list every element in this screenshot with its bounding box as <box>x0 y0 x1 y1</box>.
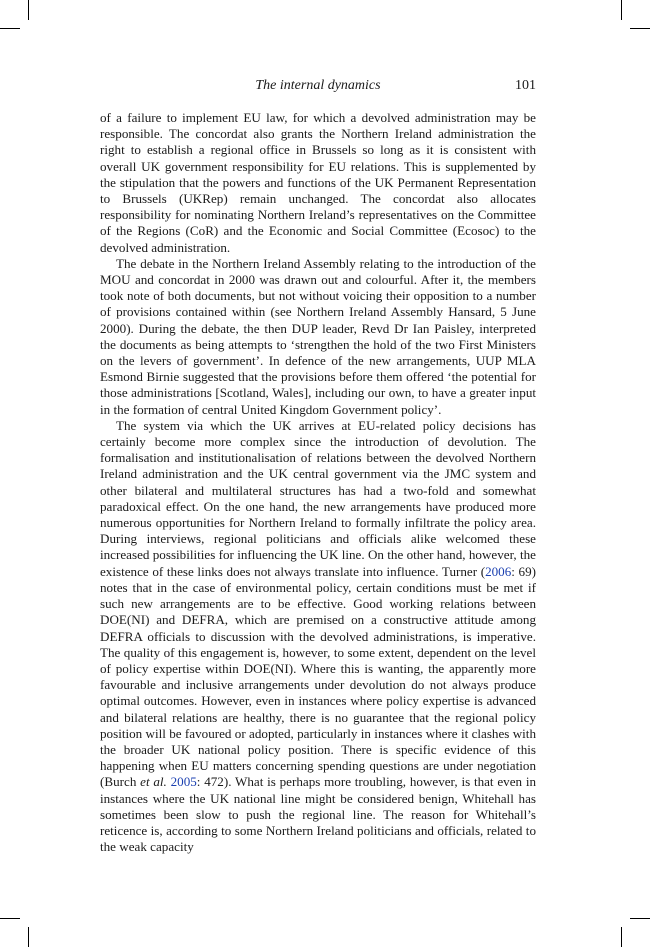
crop-mark-top-right <box>621 0 622 20</box>
paragraph-text: of a failure to implement EU law, for which a devolved administration may be responsible. The concordat also grants the Northern Ireland administration the right to establish a regional office in Brussels so long as it is consistent with overall UK government responsibility for EU relations. This is supplemented by the stipulation that the powers and functions of the UK Permanent Representation to Brussels (UKRep) remain unchanged. The concordat also allocates responsibility for nominating Northern Ireland’s representatives on the Committee of the Regions (CoR) and the Economic and Social Committee (Ecosoc) to the devolved administration. <box>100 110 536 255</box>
crop-mark-top-left-h <box>0 28 20 29</box>
paragraph-text: : 472). What is perhaps more troubling, however, is that even in instances where the UK national line might be considered benign, Whitehall has sometimes been slow to push the regional line. The reason for Whitehall’s reticence is, according to some Northern Ireland politicians and officials, related to the weak capacity <box>100 774 537 855</box>
paragraph-3 <box>100 418 536 855</box>
citation-link-turner-2006[interactable]: 2006 <box>485 563 512 579</box>
crop-mark-bottom-right <box>621 927 622 947</box>
paragraph-text: : 69) notes that in the case of environmental policy, certain conditions must be met if such new arrangements are to be effective. Good working relations between DOE(NI) and DEFRA, which are premised on a constructive attitude among DEFRA officials to discussion with the devolved administrations, is imperative. The quality of this engagement is, however, to some extent, dependent on the level of policy expertise within DOE(NI). Where this is wanting, the apparently more favourable and inclusive arrangements under devolution do not always produce optimal outcomes. However, even in instances where policy expertise is advanced and bilateral relations are healthy, there is no guarantee that the regional policy position will be favoured or adopted, particularly in instances where it clashes with the broader UK national policy position. There is specific evidence of this happening when EU matters concerning spending questions are under negotiation (Burch <box>100 563 536 790</box>
paragraph-1 <box>100 110 536 256</box>
crop-mark-bottom-left-h <box>0 918 20 919</box>
crop-mark-bottom-right-h <box>630 918 650 919</box>
citation-link-burch-2005[interactable]: 2005 <box>170 774 197 790</box>
page-number: 101 <box>515 78 536 93</box>
crop-mark-top-right-h <box>630 28 650 29</box>
crop-mark-top-left <box>28 0 29 20</box>
body-text <box>100 110 536 855</box>
paragraph-2 <box>100 256 536 418</box>
crop-mark-bottom-left <box>28 927 29 947</box>
running-head <box>100 78 536 96</box>
et-al-text: et al. <box>140 774 167 790</box>
paragraph-text: The system via which the UK arrives at EU-related policy decisions has certainly become more complex since the introduction of devolution. The formalisation and institutionalisation of relations between the devolved Northern Ireland administration and the UK central government via the JMC system and other bilateral and multilateral structures has had a two-fold and somewhat paradoxical effect. On the one hand, the new arrangements have produced more numerous opportunities for Northern Ireland to formally infiltrate the policy area. During interviews, regional politicians and officials alike welcomed these increased possibilities for influencing the UK line. On the other hand, however, the existence of these links does not always translate into influence. Turner ( <box>100 417 536 579</box>
paragraph-text: The debate in the Northern Ireland Assembly relating to the introduction of the MOU and concordat in 2000 was drawn out and colourful. After it, the members took note of both documents, but not without voicing their opposition to a number of provisions contained within (see Northern Ireland Assembly Hansard, 5 June 2000). During the debate, the then DUP leader, Revd Dr Ian Paisley, interpreted the documents as being attempts to ‘strengthen the hold of the two First Ministers on the levers of government’. In defence of the new arrangements, UUP MLA Esmond Birnie suggested that the provisions before them offered ‘the potential for those administrations [Scotland, Wales], including our own, to have a greater input in the formation of central United Kingdom Government policy’. <box>100 255 536 417</box>
running-title: The internal dynamics <box>255 78 381 93</box>
